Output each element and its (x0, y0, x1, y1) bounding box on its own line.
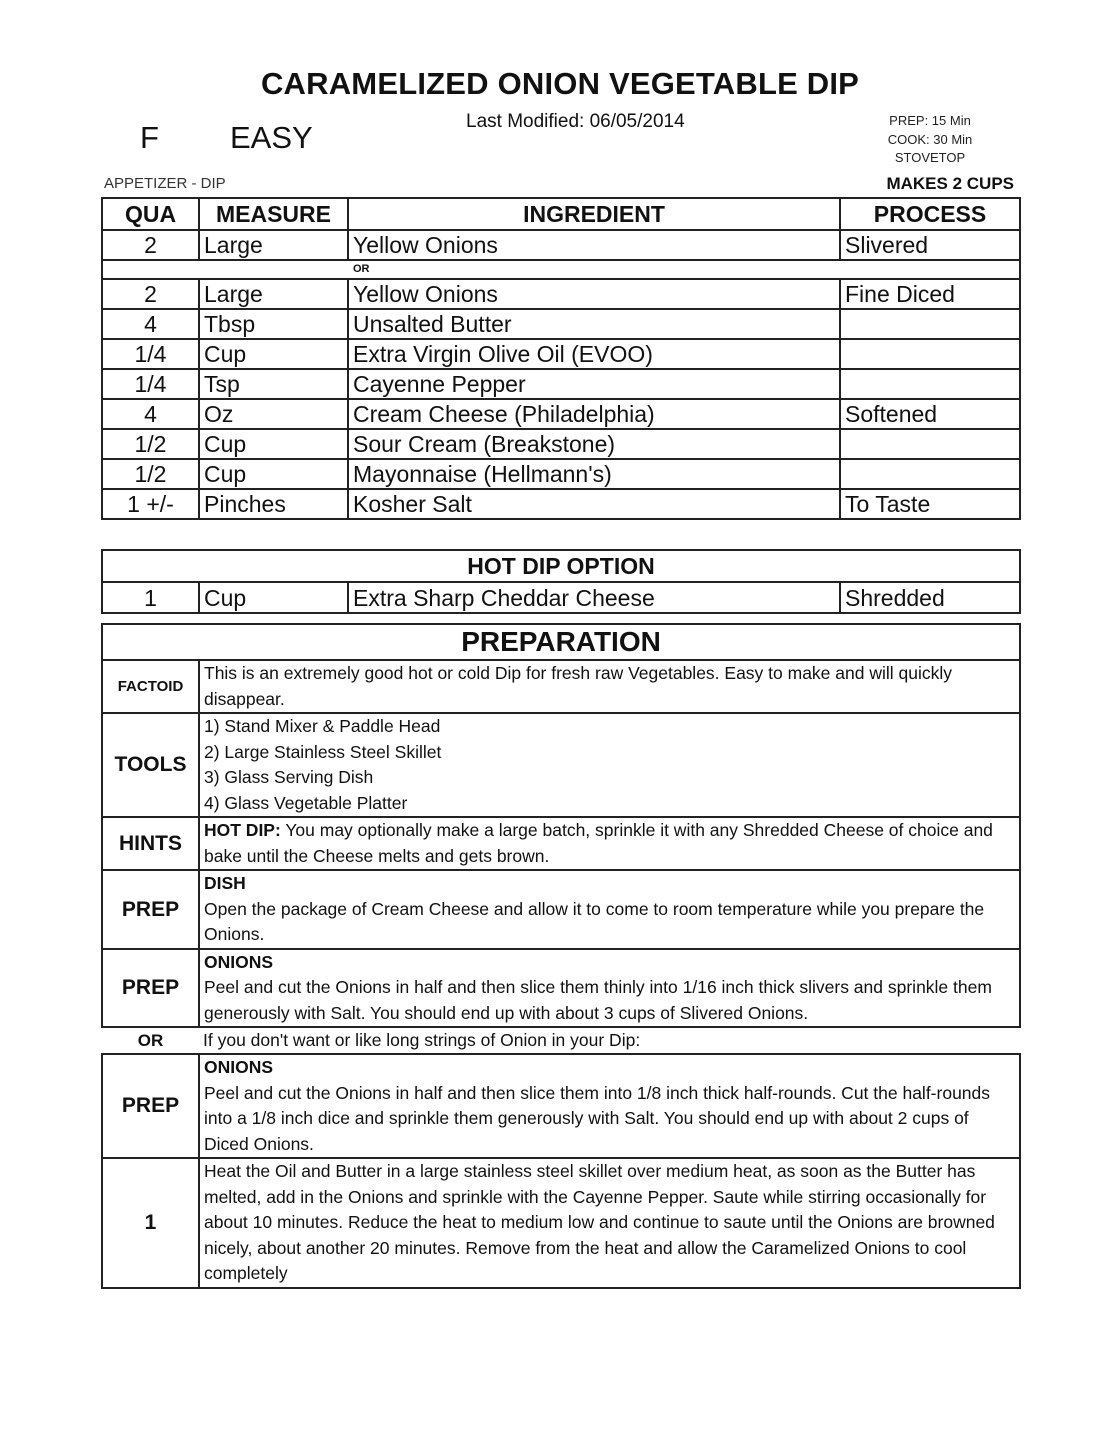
ingredient-row (102, 399, 1020, 429)
prep-label: PREP (102, 1054, 199, 1158)
preparation-table (101, 623, 1021, 1289)
ingredient-process: Softened (840, 399, 1020, 429)
prep-text: Peel and cut the Onions in half and then slice them thinly into 1/16 inch thick slivers and sprinkle them generously with Salt. You should end up with about 3 cups of Slivered Onions. (204, 977, 992, 1023)
ingredient-qty: 4 (102, 399, 199, 429)
prep-step (199, 949, 1020, 1028)
hot-dip-table (101, 549, 1021, 614)
ingredient-measure: Tsp (199, 369, 348, 399)
ingredient-process: Slivered (840, 230, 1020, 260)
prep-step (199, 1054, 1020, 1158)
tool-item: 1) Stand Mixer & Paddle Head (204, 716, 441, 736)
hints-text (199, 817, 1020, 870)
prep-label: PREP (102, 870, 199, 949)
ingredient-qty: 1/2 (102, 429, 199, 459)
hot-dip-heading: HOT DIP OPTION (102, 550, 1020, 582)
ingredients-table (101, 197, 1021, 520)
ingredient-name: Sour Cream (Breakstone) (348, 429, 840, 459)
prep-label: HINTS (102, 817, 199, 870)
ingredient-qty: 1/4 (102, 369, 199, 399)
tool-item: 3) Glass Serving Dish (204, 767, 374, 787)
prep-label: FACTOID (102, 660, 199, 713)
prep-label: PREP (102, 949, 199, 1028)
ingredient-measure: Large (199, 230, 348, 260)
prep-row-onions-dice (102, 1054, 1020, 1158)
or-separator (102, 260, 1020, 279)
ingredient-row (102, 429, 1020, 459)
difficulty-label: EASY (230, 120, 313, 155)
ingredient-name: Mayonnaise (Hellmann's) (348, 459, 840, 489)
ingredient-measure: Large (199, 279, 348, 309)
prep-time: PREP: 15 Min (889, 113, 971, 128)
ingredient-qty: 4 (102, 309, 199, 339)
ingredient-or-row (102, 260, 1020, 279)
or-label: OR (102, 1027, 199, 1054)
ingredient-process (840, 339, 1020, 369)
or-text: If you don't want or like long strings of Onion in your Dip: (199, 1027, 1020, 1054)
ingredient-name: Kosher Salt (348, 489, 840, 519)
column-header-measure: MEASURE (199, 198, 348, 230)
ingredient-process (840, 459, 1020, 489)
ingredient-row (102, 279, 1020, 309)
ingredient-row (102, 339, 1020, 369)
preparation-heading: PREPARATION (102, 624, 1020, 660)
prep-row-or (102, 1027, 1020, 1054)
ingredient-measure: Cup (199, 459, 348, 489)
ingredient-process: Fine Diced (840, 279, 1020, 309)
ingredient-row (102, 230, 1020, 260)
ingredient-process: Shredded (840, 582, 1020, 613)
tool-item: 4) Glass Vegetable Platter (204, 792, 408, 813)
ingredient-qty: 2 (102, 230, 199, 260)
prep-text: This is an extremely good hot or cold Dip for fresh raw Vegetables. Easy to make and will quickly disappear. (199, 660, 1020, 713)
ingredient-measure: Oz (199, 399, 348, 429)
cook-method: STOVETOP (894, 150, 966, 165)
prep-label: TOOLS (102, 713, 199, 817)
ingredient-name: Extra Virgin Olive Oil (EVOO) (348, 339, 840, 369)
prep-step (199, 870, 1020, 949)
ingredient-qty: 1/2 (102, 459, 199, 489)
recipe-yield: MAKES 2 CUPS (886, 174, 1014, 193)
tools-list (199, 713, 1020, 817)
prep-subtitle: ONIONS (204, 1057, 274, 1077)
prep-row-dish (102, 870, 1020, 949)
column-header-qty: QUA (102, 198, 199, 230)
ingredient-qty: 2 (102, 279, 199, 309)
ingredient-measure: Cup (199, 582, 348, 613)
ingredient-process (840, 429, 1020, 459)
ingredient-name: Unsalted Butter (348, 309, 840, 339)
step-number: 1 (102, 1158, 199, 1288)
ingredient-row (102, 369, 1020, 399)
time-info (860, 112, 1000, 168)
recipe-grade: F (140, 120, 159, 155)
hint-lead: HOT DIP: (204, 820, 281, 840)
ingredient-qty: 1 (102, 582, 199, 613)
ingredient-qty: 1/4 (102, 339, 199, 369)
ingredient-measure: Pinches (199, 489, 348, 519)
ingredient-process (840, 309, 1020, 339)
column-header-process: PROCESS (840, 198, 1020, 230)
prep-text: Peel and cut the Onions in half and then slice them into 1/8 inch thick half-rounds. Cut the half-rounds into a 1/8 inch dice and sprinkle them generously with Salt. You should end up with about 2 cups of Diced Onions. (204, 1082, 991, 1154)
ingredient-name: Cayenne Pepper (348, 369, 840, 399)
ingredients-header-row (102, 198, 1020, 230)
ingredient-name: Yellow Onions (348, 230, 840, 260)
ingredient-row (102, 489, 1020, 519)
ingredient-name: Extra Sharp Cheddar Cheese (348, 582, 840, 613)
prep-row-tools (102, 713, 1020, 817)
prep-row-factoid (102, 660, 1020, 713)
ingredient-row (102, 309, 1020, 339)
prep-subtitle: DISH (204, 873, 246, 893)
or-label: OR (353, 263, 370, 275)
last-modified: Last Modified: 06/05/2014 (466, 111, 685, 132)
hint-body: You may optionally make a large batch, sprinkle it with any Shredded Cheese of choice and bake until the Cheese melts and gets brown. (204, 820, 993, 866)
prep-row-hints (102, 817, 1020, 870)
ingredient-name: Cream Cheese (Philadelphia) (348, 399, 840, 429)
column-header-ingredient: INGREDIENT (348, 198, 840, 230)
ingredient-measure: Cup (199, 429, 348, 459)
ingredient-measure: Tbsp (199, 309, 348, 339)
ingredient-name: Yellow Onions (348, 279, 840, 309)
recipe-category: APPETIZER - DIP (104, 175, 226, 192)
prep-row-step-1 (102, 1158, 1020, 1288)
ingredient-qty: 1 +/- (102, 489, 199, 519)
ingredient-row (102, 459, 1020, 489)
ingredient-measure: Cup (199, 339, 348, 369)
tool-item: 2) Large Stainless Steel Skillet (204, 741, 442, 762)
prep-subtitle: ONIONS (204, 951, 274, 972)
recipe-title: CARAMELIZED ONION VEGETABLE DIP (260, 66, 860, 101)
prep-row-onions-sliver (102, 949, 1020, 1028)
step-text: Heat the Oil and Butter in a large stainless steel skillet over medium heat, as soon as the Butter has melted, add in the Onions and sprinkle with the Cayenne Pepper. Saute while stirring occasionally for about 10 minutes. Reduce the heat to medium low and continue to saute until the Onions are browned nicely, about another 20 minutes. Remove from the heat and allow the Caramelized Onions to cool completely (199, 1158, 1020, 1288)
ingredient-process: To Taste (840, 489, 1020, 519)
ingredient-process (840, 369, 1020, 399)
prep-text: Open the package of Cream Cheese and allow it to come to room temperature while you prepare the Onions. (204, 898, 985, 944)
cook-time: COOK: 30 Min (887, 131, 973, 147)
ingredient-row (102, 582, 1020, 613)
